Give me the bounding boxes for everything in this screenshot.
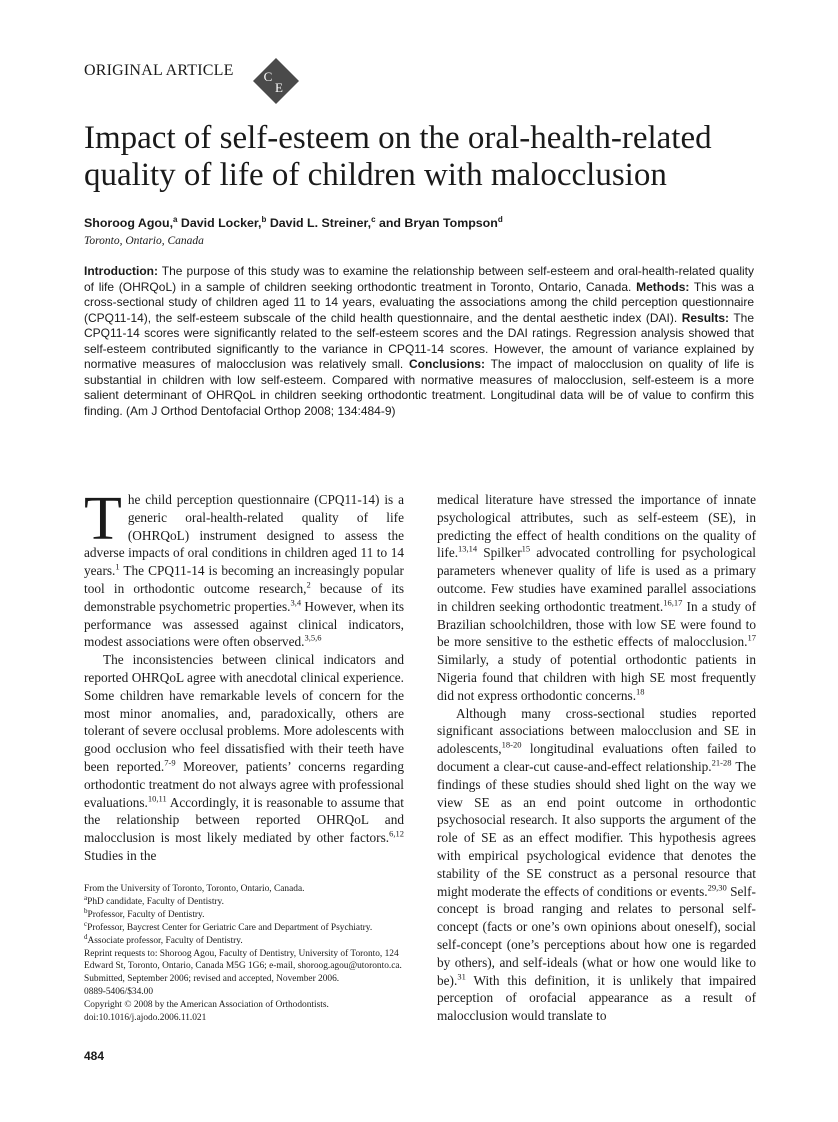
ce-badge-letter-c: C: [263, 69, 273, 84]
abstract-section-label: Methods:: [636, 279, 690, 294]
text-run: Similarly, a study of potential orthodontic patients in Nigeria found that children with high SE most frequently did not express orthodontic concerns.: [437, 652, 756, 703]
text-run: In a study of Brazilian schoolchildren, those with low SE were found to be more sensitive to the esthetic effects of malocclusion.: [437, 598, 756, 650]
text-run: 0889-5406/$34.00: [84, 987, 154, 998]
footnote-line: [84, 948, 404, 974]
footnote-line: [84, 932, 404, 948]
text-run: Professor, Faculty of Dentistry.: [87, 909, 205, 920]
reference-citation: 16,17: [663, 597, 683, 608]
reference-citation: 7-9: [164, 757, 176, 768]
author-affiliation-mark: a: [173, 215, 178, 224]
body-paragraph: [437, 705, 756, 1025]
text-run: because of its demonstrable psychometric properties.: [84, 580, 404, 614]
reference-citation: 6,12: [389, 828, 404, 839]
text-run: he child perception questionnaire (CPQ11-14) is a generic oral-health-related quality of life (OHRQoL) instrument designed to assess the adverse impacts of oral conditions in children aged 11 to 14 years.: [84, 492, 404, 579]
body-column-right: [437, 491, 756, 1025]
author-name: Shoroog Agou,: [84, 216, 174, 231]
author-affiliation-mark: d: [497, 215, 503, 224]
footnote-line: [84, 973, 404, 986]
reference-citation: b: [84, 906, 88, 915]
footnote-line: [84, 883, 404, 896]
abstract-section-text: The CPQ11-14 scores were significantly related to the self-esteem scores and the DAI ratings. Regression analysis showed that self-esteem contributed significantly to the variance in CPQ11-14 scores. However, the amount of variance explained by normative measures of malocclusion was relatively small.: [84, 310, 754, 371]
reference-citation: 3,5,6: [304, 632, 322, 643]
reference-citation: 29,30: [707, 882, 727, 893]
author-name: David L. Streiner,: [266, 216, 372, 231]
body-paragraph: [84, 485, 404, 651]
reference-citation: 17: [747, 632, 756, 643]
text-run: Studies in the: [84, 847, 157, 863]
author-location: Toronto, Ontario, Canada: [84, 235, 204, 247]
reference-citation: 18-20: [501, 739, 522, 750]
text-run: Submitted, September 2006; revised and accepted, November 2006.: [84, 974, 340, 985]
author-affiliation-mark: b: [261, 215, 267, 224]
text-run: Spilker: [477, 545, 522, 561]
text-run: longitudinal evaluations often failed to document a clear-cut cause-and-effect relationship.: [437, 741, 756, 774]
drop-cap: T: [84, 485, 122, 553]
abstract-section-text: The purpose of this study was to examine the relationship between self-esteem and oral-health-related quality of life (OHRQoL) in a sample of children seeking orthodontic treatment in Toronto, Ontario, Canada.: [84, 264, 754, 294]
text-run: With this definition, it is unlikely that impaired perception of orofacial appearance as a result of malocclusion would translate to: [437, 972, 756, 1024]
text-run: Accordingly, it is reasonable to assume that the relationship between reported OHRQoL and malocclusion is most likely mediated by other factors.: [84, 794, 404, 846]
text-run: doi:10.1016/j.ajodo.2006.11.021: [84, 1013, 207, 1024]
footnote-line: [84, 893, 404, 909]
abstract-section-label: Conclusions:: [409, 357, 486, 371]
footnote-line: [84, 999, 404, 1012]
author-name: and Bryan Tompson: [375, 216, 498, 231]
reference-citation: 10,11: [147, 793, 167, 804]
section-label: ORIGINAL ARTICLE: [84, 62, 234, 79]
reference-citation: 2: [306, 579, 311, 590]
reference-citation: 3,4: [290, 597, 302, 608]
affiliation-footnotes: [84, 883, 404, 1025]
text-run: The inconsistencies between clinical indicators and reported OHRQoL agree with anecdotal clinical experience. Some children have remarkable levels of concern for the most minor anomalies, and, paradoxically, others are tolerant of severe occlusal problems. More adolescents with good occlusion who feel dissatisfied with their teeth have been reported.: [84, 652, 404, 774]
text-run: Professor, Baycrest Center for Geriatric Care and Department of Psychiatry.: [87, 922, 373, 933]
continuing-education-badge: [252, 57, 300, 105]
body-paragraph: [437, 491, 756, 705]
text-run: Moreover, patients’ concerns regarding orthodontic treatment do not always agree with professional evaluations.: [84, 758, 404, 810]
text-run: PhD candidate, Faculty of Dentistry.: [87, 896, 224, 907]
reference-citation: d: [84, 932, 88, 941]
text-run: From the University of Toronto, Toronto, Ontario, Canada.: [84, 884, 305, 894]
reference-citation: a: [84, 893, 88, 902]
reference-citation: 13,14: [458, 543, 478, 554]
reference-citation: c: [84, 919, 88, 928]
footnote-line: [84, 1012, 404, 1025]
text-run: Copyright © 2008 by the American Association of Orthodontists.: [84, 1000, 329, 1011]
abstract-section-label: Results:: [681, 310, 730, 325]
reference-citation: 18: [636, 686, 645, 697]
reference-citation: 1: [115, 561, 120, 572]
abstract-section-text: The impact of malocclusion on quality of life is substantial in children with low self-esteem. Compared with normative measures of malocclusion, self-esteem is a more salient determinant of OHRQoL in children seeking orthodontic treatment. Longitudinal data will be of value to confirm this finding. (Am J Orthod Dentofacial Orthop 2008; 134:484-9): [84, 357, 754, 418]
text-run: The CPQ11-14 is becoming an increasingly popular tool in orthodontic outcome research,: [84, 563, 404, 596]
article-title: Impact of self-esteem on the oral-health-related quality of life of children with malocclusion: [84, 120, 712, 193]
footnote-line: [84, 919, 404, 935]
text-run: Associate professor, Faculty of Dentistry.: [87, 935, 243, 946]
reference-citation: 15: [521, 543, 531, 554]
body-column-left: [84, 485, 404, 865]
text-run: Although many cross-sectional studies reported significant associations between malocclusion and SE in adolescents,: [437, 705, 756, 757]
abstract-section-text: This was a cross-sectional study of children aged 11 to 14 years, evaluating the associations among the child perception questionnaire (CPQ11-14), the self-esteem subscale of the child health questionnaire, and the dental aesthetic index (DAI).: [84, 279, 755, 325]
author-name: David Locker,: [177, 216, 262, 231]
footnote-line: [84, 906, 404, 922]
text-run: Self-concept is broad ranging and relates to personal self-concept (facts or one’s own opinions about oneself), social self-concept (one’s perceptions about how one is regarded by others), and self-ideals (what or how one would like to be).: [437, 883, 756, 988]
text-run: medical literature have stressed the importance of innate psychological attributes, such as self-esteem (SE), in predicting the effect of health conditions on the quality of life.: [437, 492, 756, 561]
text-run: Reprint requests to: Shoroog Agou, Faculty of Dentistry, University of Toronto, 124 Edward St, Toronto, Ontario, Canada M5G 1G6; e-mail, shoroog.agou@utoronto.ca.: [84, 948, 402, 972]
reference-citation: 31: [457, 971, 466, 982]
abstract-section-label: Introduction:: [84, 264, 158, 278]
text-run: advocated controlling for psychological parameters whenever quality of life is used as a primary outcome. Few studies have examined parallel associations in children seeking orthodontic treatment.: [437, 545, 756, 614]
author-affiliation-mark: c: [371, 215, 376, 224]
text-run: The findings of these studies should shed light on the way we view SE as an end point outcome in orthodontic psychosocial research. It also supports the argument of the role of SE as an effect modifier. This hypothesis agrees with empirical psychological evidence that denotes the stability of the SE construct as a personal resource that might moderate the effects of conditions or events.: [437, 758, 756, 899]
text-run: However, when its performance was assessed against clinical indicators, modest associations were often observed.: [84, 598, 404, 650]
page-number: 484: [84, 1049, 105, 1063]
body-paragraph: [84, 651, 404, 865]
reference-citation: 21-28: [711, 757, 732, 768]
abstract: [84, 264, 754, 419]
ce-badge-letter-e: E: [275, 80, 283, 95]
author-list: [84, 215, 503, 230]
footnote-line: [84, 986, 404, 999]
